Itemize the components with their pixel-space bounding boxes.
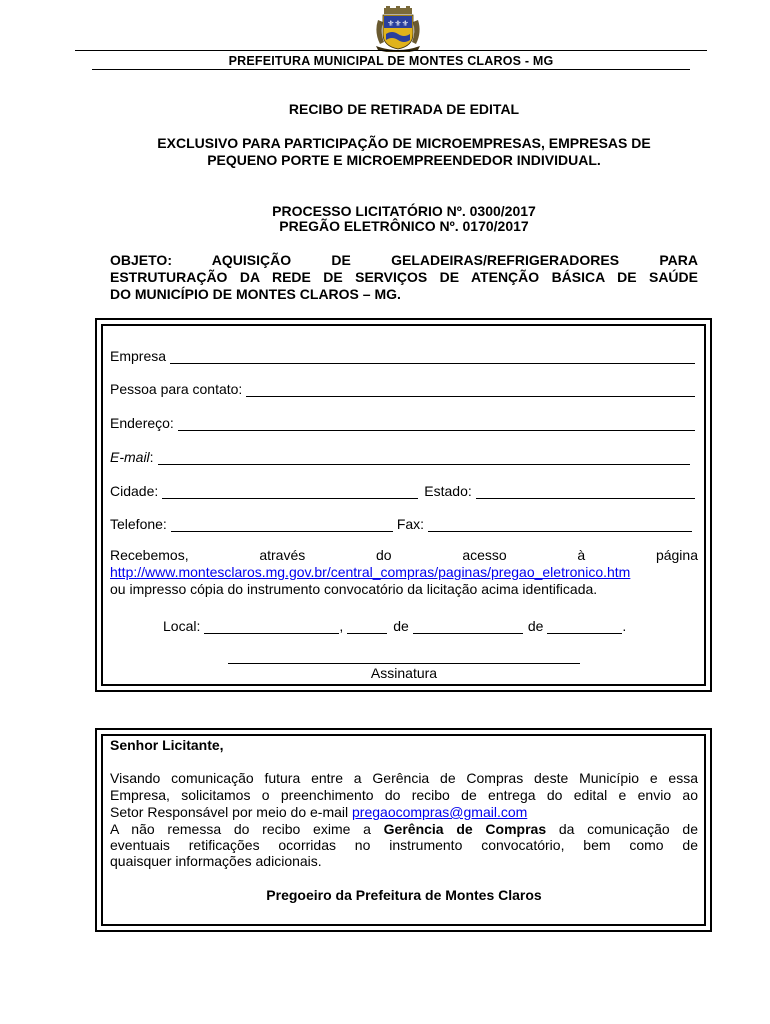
- fax-label: Fax:: [396, 516, 425, 532]
- header-top-rule: [75, 50, 707, 51]
- notice-p2-line-3: quaisquer informações adicionais.: [110, 853, 322, 869]
- local-field[interactable]: [204, 619, 339, 634]
- header-bottom-rule: [92, 69, 690, 70]
- de-label-2: de: [527, 618, 544, 634]
- endereco-label: Endereço:: [110, 415, 174, 431]
- cidade-estado-row: [110, 481, 695, 499]
- header-title: PREFEITURA MUNICIPAL DE MONTES CLAROS - MG: [228, 54, 554, 68]
- estado-field[interactable]: [476, 484, 695, 499]
- endereco-field[interactable]: [178, 416, 695, 431]
- objeto-line-1: OBJETO: AQUISIÇÃO DE GELADEIRAS/REFRIGERADORES PARA: [110, 252, 698, 268]
- local-comma: ,: [339, 618, 344, 634]
- edital-url-line: [110, 564, 698, 580]
- date-period: .: [622, 618, 627, 634]
- estado-label: Estado:: [424, 483, 472, 499]
- exclusive-line-1: EXCLUSIVO PARA PARTICIPAÇÃO DE MICROEMPRESAS, EMPRESAS DE: [157, 135, 651, 151]
- notice-p1-line-1: Visando comunicação futura entre a Gerência de Compras deste Município e essa: [110, 770, 698, 786]
- notice-salutation: Senhor Licitante,: [110, 737, 224, 753]
- contato-row: [110, 379, 695, 397]
- empresa-label: Empresa: [110, 348, 167, 364]
- email-label: E-mail: [110, 449, 150, 465]
- objeto-line-3: DO MUNICÍPIO DE MONTES CLAROS – MG.: [110, 286, 401, 302]
- cidade-field[interactable]: [162, 484, 418, 499]
- telefone-fax-row: [110, 514, 692, 532]
- empresa-row: [110, 346, 695, 364]
- notice-email-link[interactable]: pregaocompras@gmail.com: [352, 804, 528, 820]
- day-field[interactable]: [347, 619, 387, 634]
- email-field[interactable]: [158, 450, 690, 465]
- empresa-field[interactable]: [170, 349, 695, 364]
- notice-p2-line-1-pre: A não remessa do recibo exime a: [110, 821, 384, 837]
- email-label-colon: :: [149, 449, 154, 465]
- notice-p2-line-2: eventuais retificações ocorridas no instrumento convocatório, bem como de: [110, 837, 698, 853]
- email-row: [110, 447, 690, 465]
- month-field[interactable]: [413, 619, 523, 634]
- year-field[interactable]: [547, 619, 622, 634]
- recebemos-line-3: ou impresso cópia do instrumento convocatório da licitação acima identificada.: [110, 581, 598, 597]
- coat-of-arms-icon: [372, 6, 424, 52]
- cidade-label: Cidade:: [110, 483, 159, 499]
- signature-line[interactable]: [228, 663, 580, 664]
- local-label: Local:: [163, 618, 201, 634]
- objeto-line-2: ESTRUTURAÇÃO DA REDE DE SERVIÇOS DE ATENÇÃO BÁSICA DE SAÚDE: [110, 269, 698, 285]
- notice-p1-line-2: Empresa, solicitamos o preenchimento do recibo de entrega do edital e envio ao: [110, 787, 698, 803]
- contato-label: Pessoa para contato:: [110, 381, 243, 397]
- contato-field[interactable]: [246, 382, 695, 397]
- document-heading: RECIBO DE RETIRADA DE EDITAL: [288, 101, 520, 117]
- de-label-1: de: [393, 618, 409, 634]
- local-date-row: [163, 616, 653, 634]
- notice-p1-line-3: [110, 804, 698, 821]
- exclusive-line-2: PEQUENO PORTE E MICROEMPREENDEDOR INDIVIDUAL.: [207, 152, 601, 168]
- notice-p2-line-1-bold: Gerência de Compras: [383, 821, 547, 837]
- notice-signoff: Pregoeiro da Prefeitura de Montes Claros: [266, 887, 542, 903]
- fax-field[interactable]: [428, 517, 692, 532]
- notice-p2-line-1: [110, 821, 698, 838]
- svg-text:⚜⚜⚜: ⚜⚜⚜: [387, 19, 409, 28]
- telefone-label: Telefone:: [110, 516, 167, 532]
- endereco-row: [110, 413, 695, 431]
- process-number: PROCESSO LICITATÓRIO Nº. 0300/2017: [272, 203, 536, 219]
- notice-p2-line-1-post: da comunicação de: [546, 821, 698, 837]
- telefone-field[interactable]: [171, 517, 393, 532]
- pregao-number: PREGÃO ELETRÔNICO Nº. 0170/2017: [279, 218, 529, 234]
- notice-p1-line-3-text: Setor Responsável por meio do e-mail: [110, 804, 353, 820]
- assinatura-label: Assinatura: [370, 665, 438, 681]
- recebemos-line-1: Recebemos, através do acesso à página: [110, 547, 698, 563]
- edital-url-link[interactable]: http://www.montesclaros.mg.gov.br/central_compras/paginas/pregao_eletronico.htm: [110, 564, 631, 580]
